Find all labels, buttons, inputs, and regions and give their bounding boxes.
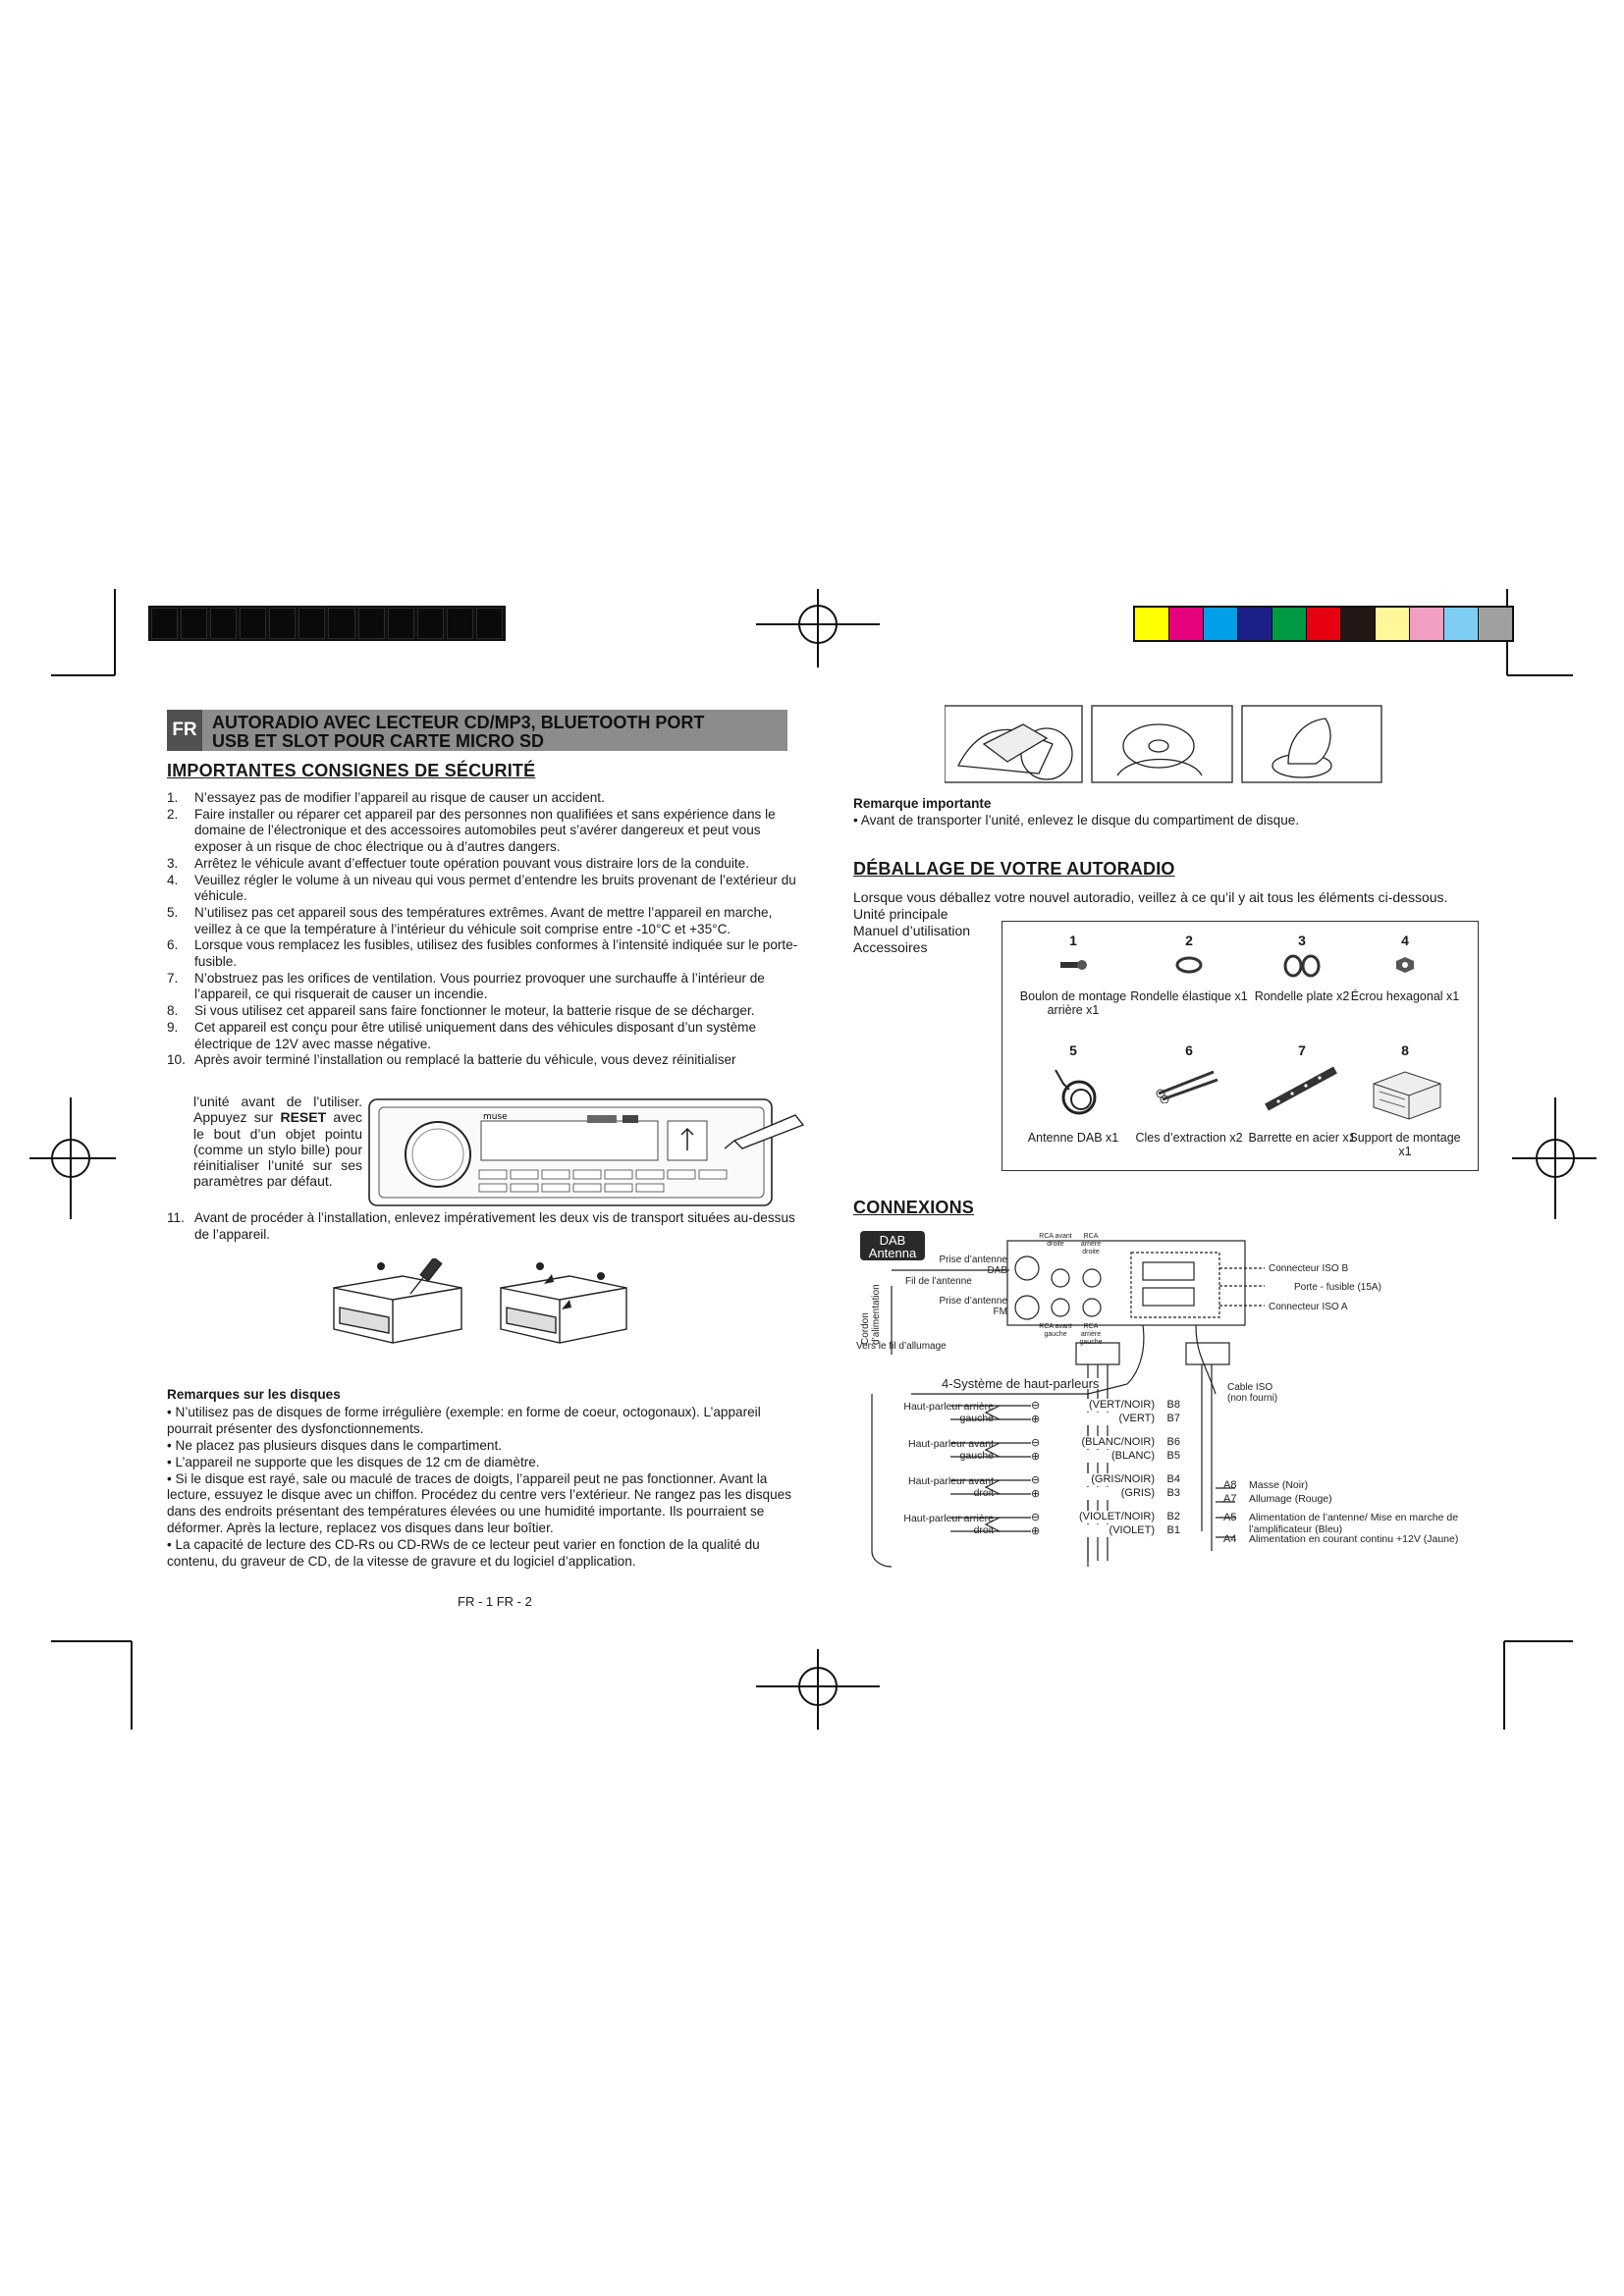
unpack-list-item: Accessoires [853, 939, 928, 955]
disc-note: • Ne placez pas plusieurs disques dans le compartiment. [167, 1437, 502, 1453]
density-bar [148, 606, 506, 641]
unpack-heading: DÉBALLAGE DE VOTRE AUTORADIO [853, 859, 1175, 879]
speaker-label: Haut-parleur arrière droit [903, 1513, 994, 1536]
accessory-item: 4 Écrou hexagonal x1 [1346, 934, 1464, 1003]
rca-front-left: RCA avant gauche [1039, 1323, 1072, 1338]
safety-item: 3. Arrêtez le véhicule avant d’effectuer toute opération pouvant vous distraire lors de la conduite. [167, 855, 749, 871]
safety-item: 1. N’essayez pas de modifier l’appareil au risque de causer un accident. [167, 790, 605, 805]
safety-item: 10. Après avoir terminé l’installation ou remplacé la batterie du véhicule, vous devez réinitialiser [167, 1052, 736, 1068]
speaker-wire-row: ⊕ (BLANC) B5 [1031, 1450, 1180, 1463]
car-radio-front-panel-illustration [363, 1095, 809, 1211]
prise-dab-label: Prise d’antenne DAB [939, 1255, 1007, 1276]
rca-rear-right: RCA arrière droite [1080, 1233, 1102, 1255]
color-swatch [1376, 608, 1410, 640]
fil-antenne-label: Fil de l’antenne [905, 1276, 972, 1287]
cordon-label: Cordon d’alimentation [860, 1284, 882, 1345]
accessory-item: 8 Support de montage x1 [1346, 1043, 1464, 1159]
disc-note: • La capacité de lecture des CD-Rs ou CD-RWs de ce lecteur peut varier en fonction de la qualité du contenu, du graveur de CD, de la vitesse de gravure et du logiciel d’application. [167, 1537, 760, 1570]
accessory-item: 2 Rondelle élastique x1 [1130, 933, 1248, 1003]
transport-screws-illustration [324, 1258, 628, 1357]
accessory-item: 1 Boulon de montage arrière x1 [1014, 934, 1132, 1018]
power-wire-row: A4 Alimentation en courant continu +12V (Jaune) [1223, 1533, 1459, 1545]
accessory-item: 5 Antenne DAB x1 [1014, 1043, 1132, 1145]
registration-target-right [1512, 1097, 1597, 1219]
safety-item: 9. Cet appareil est conçu pour être utilisé uniquement dans des véhicules disposant d’un système électrique de 12V avec masse négative. [167, 1019, 757, 1051]
accessory-8-icon [1346, 1064, 1464, 1125]
disc-note: • N’utilisez pas de disques de forme irrégulière (exemple: en forme de coeur, octogonaux). L’appareil pourrait présenter des dysfonctionnements. [167, 1404, 761, 1436]
title-bar [167, 710, 787, 751]
disc-notes-title: Remarques sur les disques [167, 1387, 341, 1402]
registration-target-bottom [756, 1649, 880, 1730]
safety-item: 4. Veuillez régler le volume à un niveau qui vous permet d’entendre les bruits provenant de l’extérieur du véhicule. [167, 872, 796, 904]
device-brand: muse [483, 1112, 508, 1122]
color-swatch [1169, 608, 1204, 640]
page-title: AUTORADIO AVEC LECTEUR CD/MP3, BLUETOOTH PORT USB ET SLOT POUR CARTE MICRO SD [212, 713, 705, 751]
speaker-wire-row: ⊕ (VERT) B7 [1031, 1413, 1180, 1425]
unpack-list-item: Unité principale [853, 906, 948, 922]
accessory-4-icon [1346, 954, 1464, 984]
safety-item: 2. Faire installer ou réparer cet appareil par des personnes non qualifiées et sans expérience dans le domaine de l’électronique et des accessoires automobiles peut s’avérer dangereux et peut vous exposer à un risque de choc électrique ou à d’autres dangers. [167, 806, 776, 855]
accessory-2-icon [1130, 954, 1248, 984]
accessory-3-icon [1243, 954, 1361, 984]
power-wire-row: A5 Alimentation de l’antenne/ Mise en marche de l’amplificateur (Bleu) [1223, 1512, 1459, 1535]
rca-rear-left: RCA arrière gauche [1079, 1323, 1103, 1346]
speaker-wire-row: ⊖ (VIOLET/NOIR) B2 [1031, 1511, 1180, 1523]
prise-fm-label: Prise d’antenne FM [939, 1296, 1007, 1317]
accessory-6-icon [1130, 1064, 1248, 1125]
accessory-5-icon [1014, 1064, 1132, 1125]
unpack-intro: Lorsque vous déballez votre nouvel autoradio, veillez à ce qu’il y ait tous les éléments ci-dessous. [853, 889, 1448, 905]
speaker-wire-row: ⊖ (GRIS/NOIR) B4 [1031, 1473, 1180, 1486]
disc-notes [167, 1387, 803, 1571]
cable-iso-label: Cable ISO (non fourni) [1227, 1382, 1278, 1404]
connections-heading: CONNEXIONS [853, 1198, 975, 1217]
speaker-label: Haut-parleur avant droit [908, 1475, 994, 1499]
safety-item: 7. N’obstruez pas les orifices de ventilation. Vous pourriez provoquer une surchauffe à l’intérieur de l’appareil, ce qui risquerait de causer un incendie. [167, 970, 765, 1002]
accessory-item: 7 Barrette en acier x1 [1243, 1043, 1361, 1145]
color-swatch [1444, 608, 1479, 640]
color-swatch-bar [1133, 606, 1514, 642]
safety-list [167, 790, 803, 1069]
accessories-box [1001, 921, 1479, 1171]
color-swatch [1272, 608, 1307, 640]
accessory-item: 6 Cles d’extraction x2 [1130, 1043, 1248, 1145]
accessory-7-icon [1243, 1064, 1361, 1125]
power-wire-row: A7 Allumage (Rouge) [1223, 1493, 1332, 1505]
safety-item: 8. Si vous utilisez cet appareil sans faire fonctionner le moteur, la batterie risque de se décharger. [167, 1003, 755, 1019]
dab-antenna-label: DAB Antenna [868, 1233, 917, 1260]
speaker-wire-row: ⊕ (GRIS) B3 [1031, 1487, 1180, 1500]
disc-note: • L’appareil ne supporte que les disques de 12 cm de diamètre. [167, 1454, 540, 1469]
remark-text: • Avant de transporter l’unité, enlevez le disque du compartiment de disque. [853, 813, 1300, 828]
safety-item: 5. N’utilisez pas cet appareil sous des températures extrêmes. Avant de mettre l’appareil en marche, veillez à ce que la température à l’intérieur du véhicule soit comprise entre -10°C et +35°C. [167, 904, 773, 936]
speaker-wire-row: ⊕ (VIOLET) B1 [1031, 1524, 1180, 1537]
remark-title: Remarque importante [853, 796, 992, 811]
iso-a-label: Connecteur ISO A [1269, 1302, 1348, 1312]
registration-target-top [756, 589, 880, 667]
rca-front-right: RCA avant droite [1039, 1233, 1072, 1248]
disc-note: • Si le disque est rayé, sale ou maculé de traces de doigts, l’appareil peut ne pas fonctionner. Avant la lecture, essuyez le disque avec un chiffon. Procédez du centre vers l’extérieur. Ne rangez pas les disques dans des endroits présentant des températures élevées ou une humidité importante. Ils pourraient se déformer. Après la lecture, replacez vos disques dans leur boîtier. [167, 1470, 791, 1536]
disc-handling-illustrations [945, 705, 1382, 785]
color-swatch [1341, 608, 1376, 640]
color-swatch [1204, 608, 1238, 640]
language-badge: FR [167, 710, 202, 751]
speaker-label: Haut-parleur arrière gauche [903, 1401, 994, 1424]
speaker-label: Haut-parleur avant gauche [908, 1438, 994, 1462]
accessory-1-icon [1014, 954, 1132, 984]
safety-item: 6. Lorsque vous remplacez les fusibles, utilisez des fusibles conformes à l’intensité indiquée sur le porte-fusible. [167, 937, 798, 970]
color-swatch [1238, 608, 1272, 640]
color-swatch [1410, 608, 1444, 640]
accessory-item: 3 Rondelle plate x2 [1243, 934, 1361, 1003]
list-item-11: 11. Avant de procéder à l’installation, enlevez impérativement les deux vis de transport situées au-dessus de l’appareil. [167, 1210, 795, 1242]
speaker-wire-row: ⊖ (BLANC/NOIR) B6 [1031, 1436, 1180, 1449]
allumage-label: Vers le fil d’allumage [856, 1341, 947, 1352]
unpack-list-item: Manuel d’utilisation [853, 923, 971, 938]
reset-instructions: l’unité avant de l’utiliser. Appuyez sur RESET avec le bout d’un objet pointu (comme un stylo bille) pour réinitialiser l’unité sur ses paramètres par défaut. [193, 1094, 362, 1190]
speaker-wire-row: ⊖ (VERT/NOIR) B8 [1031, 1399, 1180, 1412]
iso-b-label: Connecteur ISO B [1269, 1263, 1349, 1274]
color-swatch [1307, 608, 1341, 640]
registration-target-left [29, 1097, 116, 1219]
speaker-system-label: 4-Système de haut-parleurs [939, 1378, 1102, 1389]
color-swatch [1135, 608, 1169, 640]
remark-block [853, 795, 1403, 828]
fuse-label: Porte - fusible (15A) [1294, 1282, 1381, 1293]
color-swatch [1479, 608, 1512, 640]
safety-heading: IMPORTANTES CONSIGNES DE SÉCURITÉ [167, 761, 536, 780]
power-wire-row: A8 Masse (Noir) [1223, 1479, 1309, 1491]
page-number: FR - 1 FR - 2 [458, 1594, 532, 1609]
